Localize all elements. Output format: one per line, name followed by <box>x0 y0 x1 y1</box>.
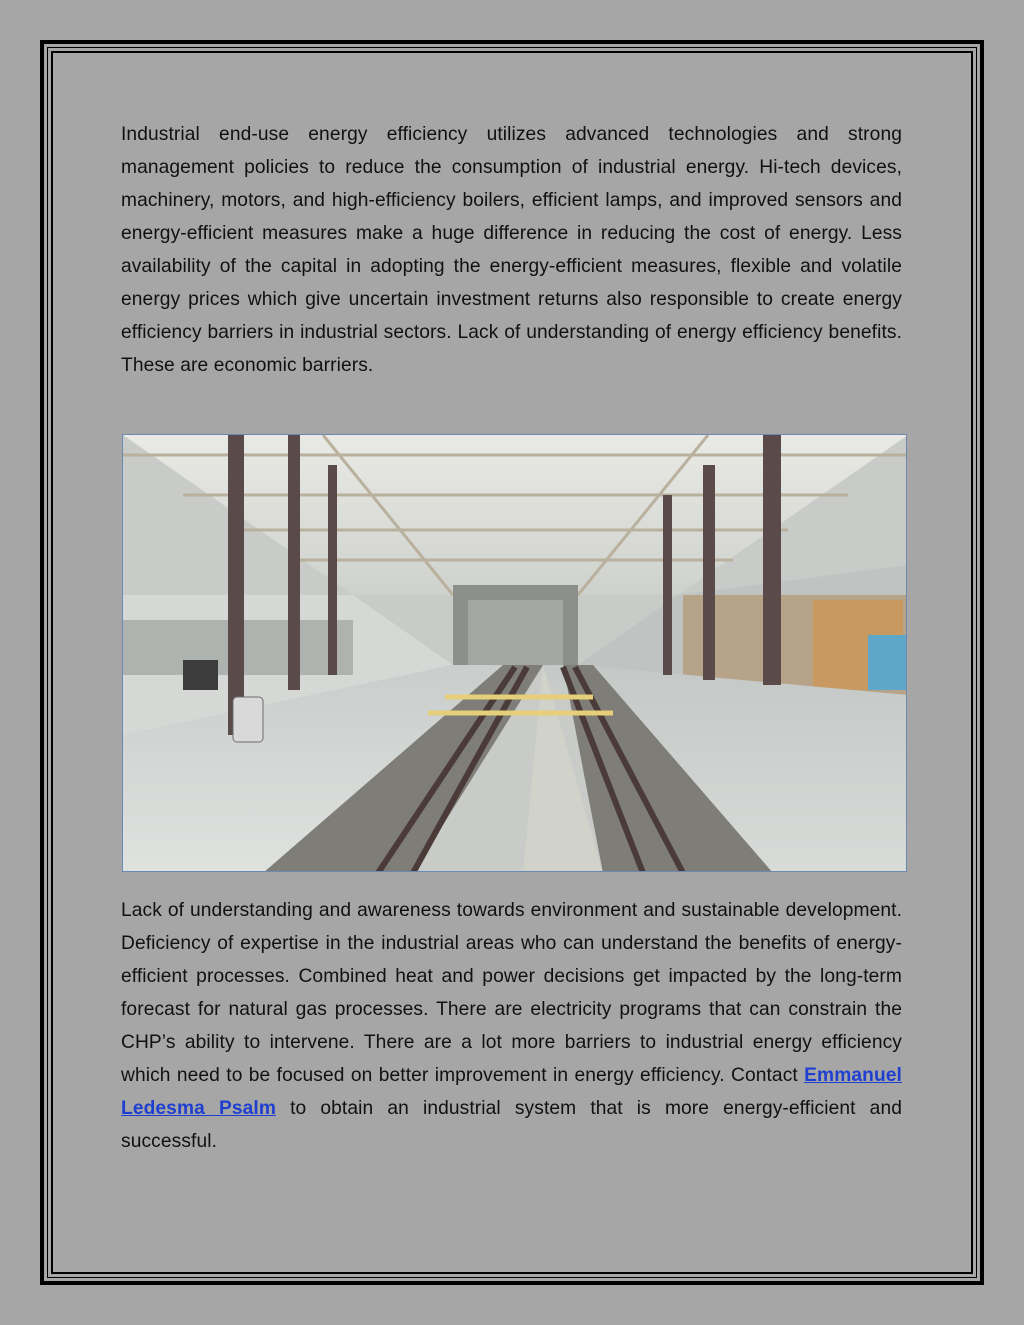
closing-paragraph <box>121 894 902 1158</box>
intro-paragraph: Industrial end-use energy efficiency utilizes advanced technologies and strong management policies to reduce the consumption of industrial energy. Hi-tech devices, machinery, motors, and high-efficiency boilers, efficient lamps, and improved sensors and energy-efficient measures make a huge difference in reducing the cost of energy. Less availability of the capital in adopting the energy-efficient measures, flexible and volatile energy prices which give uncertain investment returns also responsible to create energy efficiency barriers in industrial sectors. Lack of understanding of energy efficiency benefits. These are economic barriers. <box>121 124 902 376</box>
emmanuel-ledesma-psalm-link[interactable]: Emmanuel Ledesma Psalm <box>121 1065 902 1119</box>
closing-paragraph-tail: to obtain an industrial system that is more energy-efficient and successful. <box>121 1098 902 1152</box>
closing-paragraph-text: Lack of understanding and awareness towards environment and sustainable development. Deficiency of expertise in the industrial areas who can understand the benefits of energy-efficient processes. Combined heat and power decisions get impacted by the long-term forecast for natural gas processes. There are electricity programs that can constrain the CHP’s ability to intervene. There are a lot more barriers to industrial energy efficiency which need to be focused on better improvement in energy efficiency. Contact <box>121 900 902 1086</box>
industrial-workshop-photo <box>122 434 907 872</box>
